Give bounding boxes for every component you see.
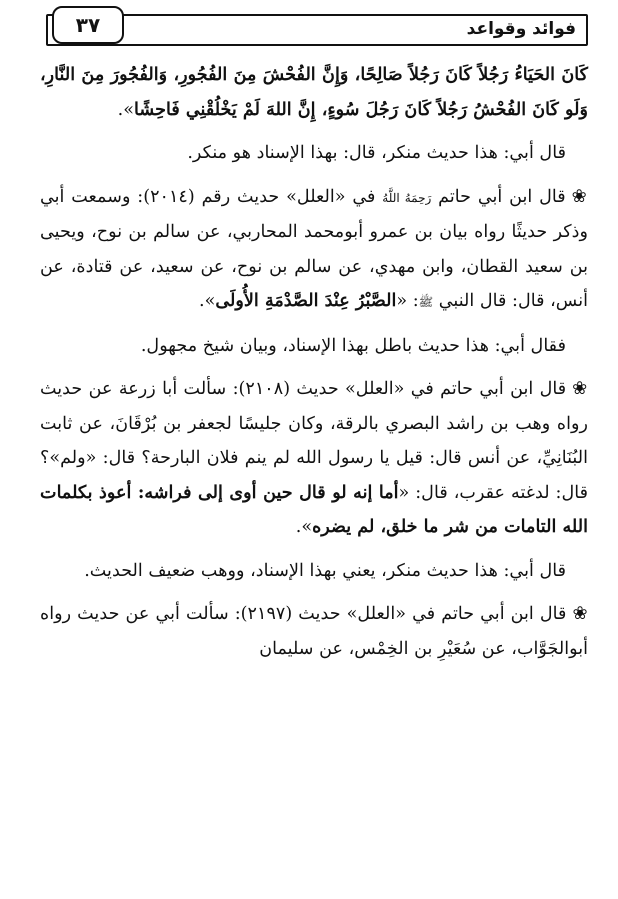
text-run: في «العلل» حديث رقم (٢٠١٤): وسمعت أبي وذكر حديثًا رواه بيان بن عمرو أبومحمد المحاربي، عن سالم بن نوح، ويحيى بن سعيد القطان، وابن مهدي، عن سالم بن نوح، عن سعيد، عن قتادة، عن أنس، قال: قال النبي [40,186,588,311]
text-run: : « [396,291,419,311]
paragraph-gap [40,127,588,136]
paragraph-gap [40,320,588,329]
commentary-paragraph [40,136,588,171]
hadith-text: الصَّبْرُ عِنْدَ الصَّدْمَةِ الأُولَى [215,290,397,311]
text-run: قال أبي: هذا حديث منكر، قال: بهذا الإسناد هو منكر. [187,143,566,163]
hadith-entry [40,372,588,545]
paragraph-gap [40,588,588,597]
page-number: ٣٧ [75,13,101,37]
flower-ornament-icon: ❀ [572,378,588,399]
text-run: قال ابن أبي حاتم في «العلل» حديث (٢١٩٧): سألت أبي عن حديث رواه أبوالجَوَّاب، عن سُعَيْرِ بن الخِمْس، عن سليمان [40,604,588,659]
text-run: قال ابن أبي حاتم [431,186,566,207]
paragraph-gap [40,171,588,180]
commentary-paragraph [40,329,588,364]
honorific: ﷺ [418,295,434,309]
text-run: قال أبي: هذا حديث منكر، يعني بهذا الإسناد، ووهب ضعيف الحديث. [84,560,566,581]
hadith-text: أما إنه لو قال حين أوى إلى فراشه: أعوذ بكلمات الله التامات من شر ما خلق، لم يضره [40,481,588,537]
text-run: ». [199,291,216,311]
commentary-paragraph [40,554,588,589]
paragraph-gap [40,545,588,554]
hadith-text: كَانَ الحَيَاءُ رَجُلاً كَانَ رَجُلاً صَالِحًا، وَإِنَّ الفُحْشَ مِنَ الفُجُورِ، وَالفُجُورَ مِنَ النَّارِ، وَلَو كَانَ الفُحْشُ رَجُلاً كَانَ رَجُلَ سُوءٍ، إِنَّ اللهَ لَمْ يَخْلُقْنِي فَاحِشًا [40,64,588,120]
paragraph-gap [40,363,588,372]
flower-ornament-icon: ❀ [571,185,588,207]
page-body [40,58,588,666]
hadith-entry [40,180,588,320]
text-run: قال ابن أبي حاتم في «العلل» حديث (٢١٠٨): سألت أبا زرعة عن حديث رواه وهب بن راشد البصري بالرقة، وكان جليسًا لجعفر بن بُرْقَانَ، عن ثابت البُنَانِيِّ، عن أنس قال: قيل يا رسول الله لم ينم فلان البارحة؟ قال: «ولم»؟ قال: لدغته عقرب، قال: « [40,379,588,503]
honorific: رَحِمَهُ اللَّهُ [382,190,432,205]
text-run: ». [117,99,135,120]
text-run: ». [295,517,313,537]
running-header [46,14,588,46]
flower-ornament-icon: ❀ [572,603,588,624]
hadith-continuation [40,58,588,127]
header-title: فوائد وقواعد [466,19,576,39]
text-run: فقال أبي: هذا حديث باطل بهذا الإسناد، وبيان شيخ مجهول. [140,335,566,356]
page-number-box [52,6,124,44]
hadith-entry [40,597,588,666]
